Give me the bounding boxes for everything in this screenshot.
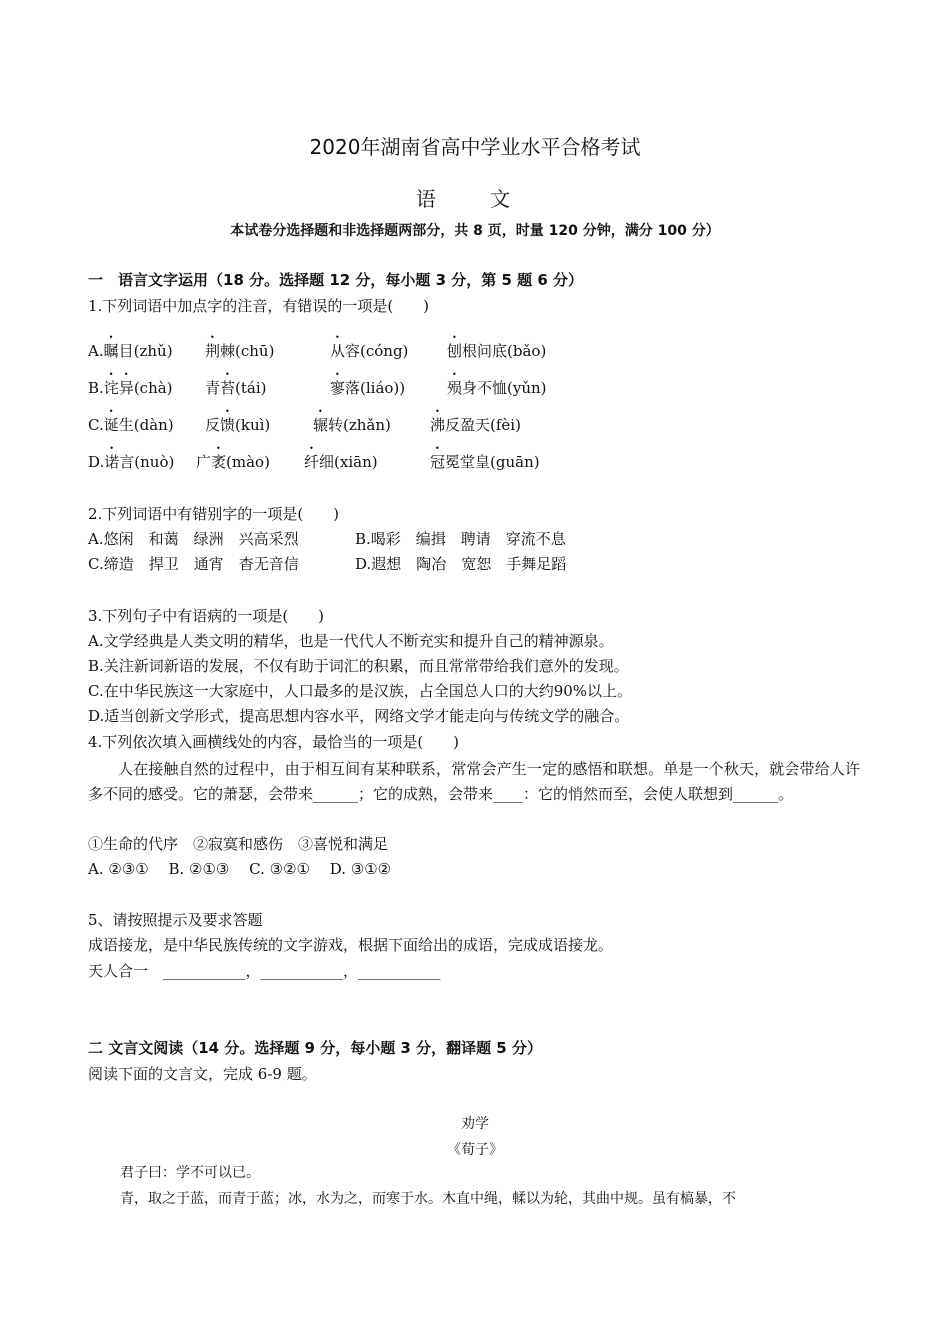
q4-passage: 人在接触自然的过程中，由于相互间有某种联系，常常会产生一定的感悟和联想。单是一个秋天，就会带给人许多不同的感受。它的萧瑟，会带来______；它的成熟，会带来____：它的悄然而至，会使人联想到______。 (88, 760, 860, 803)
q1-c-3: 辗转(zhǎn) (313, 416, 391, 434)
q1-b-4: 殒身不恤(yǔn) (447, 379, 547, 397)
q5-description: 成语接龙，是中华民族传统的文字游戏，根据下面给出的成语，完成成语接龙。 (88, 936, 614, 954)
q2-option-d: D.遐想 陶冶 宽恕 手舞足蹈 (355, 555, 567, 573)
passage-title: 劝学 (461, 1116, 489, 1132)
q4-options: A. ②③① B. ②①③ C. ③②① D. ③①② (88, 860, 392, 878)
q1-a-1: A.瞩目(zhǔ) (88, 342, 173, 360)
q3-option-b: B.关注新词新语的发展，不仅有助于词汇的积累，而且常常带给我们意外的发现。 (88, 657, 629, 675)
section-2-instruction: 阅读下面的文言文，完成 6-9 题。 (88, 1065, 317, 1083)
q1-d-4: 冠冕堂皇(guān) (430, 453, 540, 471)
subject-title: 语 文 (415, 187, 535, 211)
q5-idiom-chain: 天人合一 ___________，___________，___________ (88, 962, 441, 980)
q1-stem: 1.下列词语中加点字的注音，有错误的一项是( ) (88, 297, 430, 315)
q2-option-a: A.悠闲 和蔼 绿洲 兴高采烈 (88, 530, 299, 548)
passage-line-2: 青，取之于蓝，而青于蓝；冰，水为之，而寒于水。木直中绳，輮以为轮，其曲中规。虽有槁暴，不 (120, 1191, 736, 1207)
q4-items: ①生命的代序 ②寂寞和感伤 ③喜悦和满足 (88, 835, 389, 853)
q2-option-c: C.缔造 捍卫 通宵 杳无音信 (88, 555, 299, 573)
q1-c-1: C.诞生(dàn) (88, 416, 174, 434)
passage-line-1: 君子曰：学不可以已。 (120, 1165, 260, 1181)
exam-note: 本试卷分选择题和非选择题两部分，共 8 页，时量 120 分钟，满分 100 分） (230, 223, 720, 239)
passage-author: 《荀子》 (447, 1142, 503, 1158)
q1-b-3: 寥落(liáo)) (330, 379, 406, 397)
q4-stem: 4.下列依次填入画横线处的内容，最恰当的一项是( ) (88, 733, 460, 751)
q1-a-4: 刨根问底(bǎo) (447, 342, 547, 360)
q2-option-b: B.喝彩 编揖 聘请 穿流不息 (355, 530, 566, 548)
section-2-heading: 二 文言文阅读（14 分。选择题 9 分，每小题 3 分，翻译题 5 分） (88, 1039, 542, 1057)
q1-a-3: 从容(cóng) (330, 342, 409, 360)
q1-c-2: 反馈(kuì) (205, 416, 271, 434)
q3-option-a: A.文学经典是人类文明的精华，也是一代代人不断充实和提升自己的精神源泉。 (88, 632, 614, 650)
q1-b-2: 青苔(tái) (205, 379, 267, 397)
q1-b-1: B.诧异(chà) (88, 379, 173, 397)
exam-title: 2020年湖南省高中学业水平合格考试 (309, 135, 641, 159)
q5-stem: 5、请按照提示及要求答题 (88, 911, 263, 929)
q1-d-2: 广袤(mào) (196, 453, 270, 471)
q1-d-3: 纤细(xiān) (304, 453, 378, 471)
q3-option-c: C.在中华民族这一大家庭中，人口最多的是汉族，占全国总人口的大约90%以上。 (88, 682, 633, 700)
q3-stem: 3.下列句子中有语病的一项是( ) (88, 607, 325, 625)
q1-d-1: D.诺言(nuò) (88, 453, 175, 471)
section-1-heading: 一 语言文字运用（18 分。选择题 12 分，每小题 3 分，第 5 题 6 分） (88, 271, 584, 289)
q1-a-2: 荆棘(chū) (205, 342, 275, 360)
q2-stem: 2.下列词语中有错别字的一项是( ) (88, 505, 340, 523)
q3-option-d: D.适当创新文学形式，提高思想内容水平，网络文学才能走向与传统文学的融合。 (88, 707, 630, 725)
q1-c-4: 沸反盈天(fèi) (430, 416, 521, 434)
